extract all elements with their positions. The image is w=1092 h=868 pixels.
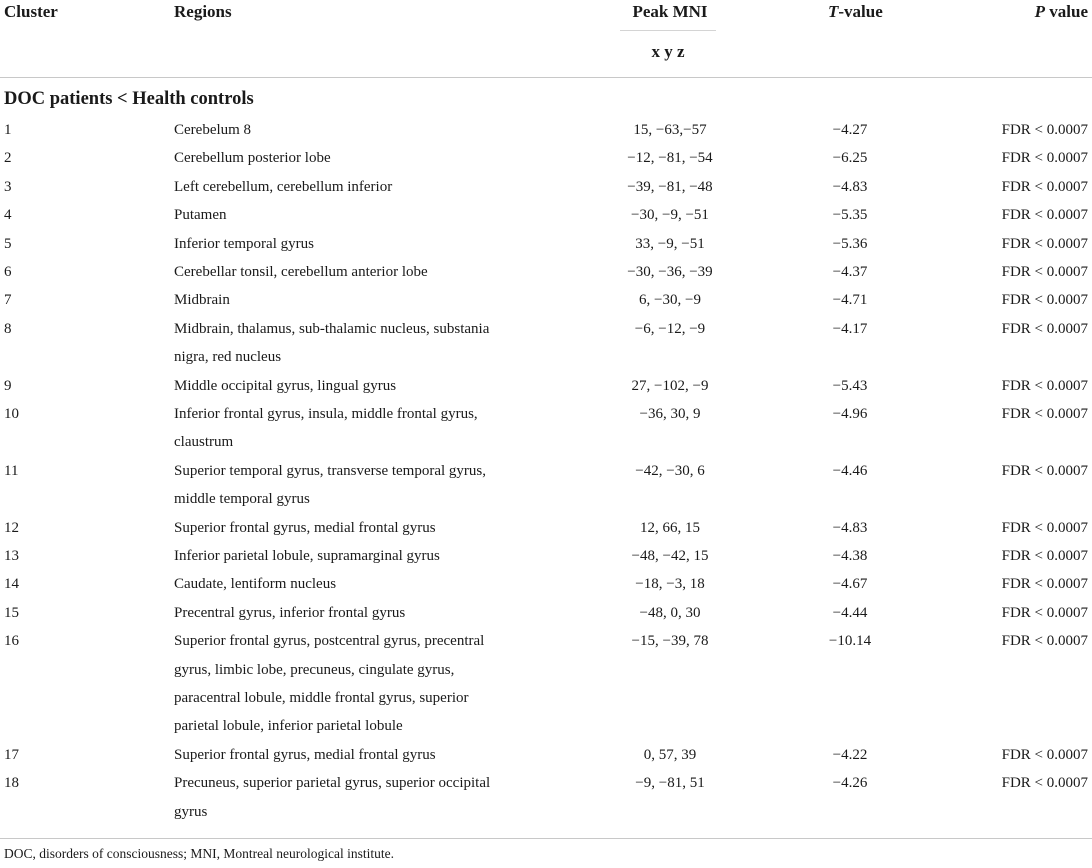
cell-p-value: FDR < 0.0007 xyxy=(1001,235,1088,252)
header-t-rest: -value xyxy=(838,2,883,21)
cell-p-value: FDR < 0.0007 xyxy=(1001,633,1088,650)
cell-regions xyxy=(174,230,534,258)
cell-p-value: FDR < 0.0007 xyxy=(1001,775,1088,792)
region-line: Putamen xyxy=(174,207,227,224)
cell-p-value: FDR < 0.0007 xyxy=(1001,746,1088,763)
cell-regions xyxy=(174,258,534,286)
region-line: Cerebellum posterior lobe xyxy=(174,150,331,167)
header-p-italic: P xyxy=(1034,2,1046,21)
cell-t-value: −4.67 xyxy=(832,576,868,593)
cell-p-value: FDR < 0.0007 xyxy=(1001,122,1088,138)
cell-peak-mni: −9, −81, 51 xyxy=(635,775,705,792)
header-divider xyxy=(0,77,1092,78)
region-line: nigra, red nucleus xyxy=(174,349,282,366)
cell-peak-mni: 33, −9, −51 xyxy=(635,235,705,252)
region-line: Superior frontal gyrus, medial frontal gyrus xyxy=(174,519,436,536)
cell-p-value: FDR < 0.0007 xyxy=(1001,406,1088,422)
region-line: Inferior temporal gyrus xyxy=(174,235,314,252)
header-t-italic: T xyxy=(828,2,839,21)
cell-p-value: FDR < 0.0007 xyxy=(1001,150,1088,167)
cell-cluster: 6 xyxy=(4,264,12,280)
cell-cluster: 16 xyxy=(4,633,19,650)
cell-cluster: 8 xyxy=(4,320,12,337)
header-cluster: Cluster xyxy=(4,2,58,21)
cell-p-value: FDR < 0.0007 xyxy=(1001,178,1088,195)
cell-regions xyxy=(174,400,534,457)
cell-cluster: 2 xyxy=(4,150,12,167)
region-line: Middle occipital gyrus, lingual gyrus xyxy=(174,377,397,394)
cell-t-value: −4.83 xyxy=(832,178,868,195)
region-line: Left cerebellum, cerebellum inferior xyxy=(174,178,393,195)
cell-regions xyxy=(174,627,534,741)
cell-peak-mni: −18, −3, 18 xyxy=(635,576,705,593)
region-line: Precentral gyrus, inferior frontal gyrus xyxy=(174,604,406,621)
cell-cluster: 14 xyxy=(4,576,19,593)
cell-regions xyxy=(174,542,534,570)
cell-t-value: −10.14 xyxy=(828,633,872,650)
region-line: middle temporal gyrus xyxy=(174,491,310,508)
cell-t-value: −5.35 xyxy=(832,207,868,224)
table-footnote: DOC, disorders of consciousness; MNI, Montreal neurological institute. xyxy=(4,846,394,861)
cell-peak-mni: −30, −36, −39 xyxy=(627,264,713,280)
cell-peak-mni: −42, −30, 6 xyxy=(635,462,705,479)
cell-p-value: FDR < 0.0007 xyxy=(1001,264,1088,280)
cell-regions xyxy=(174,599,534,627)
cell-cluster: 11 xyxy=(4,462,19,479)
region-line: Precuneus, superior parietal gyrus, superior occipital xyxy=(174,775,491,792)
cell-t-value: −4.83 xyxy=(832,519,868,536)
header-mni-coordinates: x y z xyxy=(651,42,685,61)
cell-t-value: −5.43 xyxy=(832,377,868,394)
cell-p-value: FDR < 0.0007 xyxy=(1001,292,1088,309)
region-line: Caudate, lentiform nucleus xyxy=(174,576,337,593)
cell-regions xyxy=(174,116,534,144)
region-line: claustrum xyxy=(174,434,234,451)
cell-cluster: 9 xyxy=(4,377,12,394)
cell-t-value: −5.36 xyxy=(832,235,868,252)
cell-t-value: −4.44 xyxy=(832,604,868,621)
cell-regions xyxy=(174,201,534,229)
cell-regions xyxy=(174,570,534,598)
section-title: DOC patients < Health controls xyxy=(4,89,254,109)
region-line: Midbrain xyxy=(174,292,230,309)
region-line: Superior temporal gyrus, transverse temporal gyrus, xyxy=(174,462,487,479)
cell-regions xyxy=(174,286,534,314)
cell-peak-mni: −30, −9, −51 xyxy=(631,207,709,224)
cell-p-value: FDR < 0.0007 xyxy=(1001,377,1088,394)
cell-peak-mni: 12, 66, 15 xyxy=(640,519,700,536)
cell-t-value: −4.71 xyxy=(832,292,868,309)
cell-regions xyxy=(174,372,534,400)
cell-cluster: 1 xyxy=(4,122,12,138)
cell-t-value: −4.37 xyxy=(832,264,868,280)
cell-t-value: −4.26 xyxy=(832,775,868,792)
cell-peak-mni: 6, −30, −9 xyxy=(639,292,701,309)
region-line: Midbrain, thalamus, sub-thalamic nucleus, substania xyxy=(174,320,490,337)
cell-regions xyxy=(174,741,534,769)
cell-regions xyxy=(174,457,534,514)
cell-cluster: 18 xyxy=(4,775,19,792)
region-line: gyrus, limbic lobe, precuneus, cingulate gyrus, xyxy=(174,661,455,678)
cell-peak-mni: −6, −12, −9 xyxy=(634,320,706,337)
cell-p-value: FDR < 0.0007 xyxy=(1001,462,1088,479)
region-line: Cerebellar tonsil, cerebellum anterior lobe xyxy=(174,264,428,280)
cell-peak-mni: 0, 57, 39 xyxy=(643,746,697,763)
cell-t-value: −4.38 xyxy=(832,548,868,564)
cell-cluster: 7 xyxy=(4,292,12,309)
cell-regions xyxy=(174,315,534,372)
cell-peak-mni: −12, −81, −54 xyxy=(627,150,713,167)
cell-cluster: 4 xyxy=(4,207,12,224)
cell-p-value: FDR < 0.0007 xyxy=(1001,576,1088,593)
region-line: Cerebelum 8 xyxy=(174,122,252,138)
region-line: Inferior parietal lobule, supramarginal gyrus xyxy=(174,548,440,564)
region-line: Inferior frontal gyrus, insula, middle frontal gyrus, xyxy=(174,406,478,422)
cell-peak-mni: 27, −102, −9 xyxy=(631,377,709,394)
cell-cluster: 13 xyxy=(4,548,19,564)
cell-cluster: 10 xyxy=(4,406,19,422)
footer-divider xyxy=(0,838,1092,839)
cell-peak-mni: −48, −42, 15 xyxy=(631,548,709,564)
region-line: parietal lobule, inferior parietal lobule xyxy=(174,718,403,735)
header-peak-mni: Peak MNI xyxy=(632,2,708,21)
cell-regions xyxy=(174,769,534,826)
cell-peak-mni: −36, 30, 9 xyxy=(639,406,701,422)
header-p-value xyxy=(1035,2,1088,22)
cell-t-value: −4.46 xyxy=(832,462,868,479)
cell-t-value: −4.22 xyxy=(832,746,868,763)
cell-cluster: 5 xyxy=(4,235,12,252)
cell-t-value: −6.25 xyxy=(832,150,868,167)
cell-cluster: 15 xyxy=(4,604,19,621)
cell-cluster: 3 xyxy=(4,178,12,195)
cell-t-value: −4.27 xyxy=(832,122,868,138)
cell-peak-mni: 15, −63,−57 xyxy=(633,122,707,138)
cell-regions xyxy=(174,144,534,172)
cell-cluster: 17 xyxy=(4,746,19,763)
header-p-rest: value xyxy=(1045,2,1088,21)
cell-peak-mni: −48, 0, 30 xyxy=(639,604,701,621)
cell-cluster: 12 xyxy=(4,519,19,536)
cell-peak-mni: −15, −39, 78 xyxy=(631,633,709,650)
cell-regions xyxy=(174,514,534,542)
region-line: paracentral lobule, middle frontal gyrus, superior xyxy=(174,690,469,706)
cell-t-value: −4.96 xyxy=(832,406,868,422)
cell-regions xyxy=(174,173,534,201)
region-line: gyrus xyxy=(174,803,208,820)
cell-peak-mni: −39, −81, −48 xyxy=(627,178,713,195)
cell-p-value: FDR < 0.0007 xyxy=(1001,519,1088,536)
header-t-value xyxy=(828,2,883,22)
header-regions: Regions xyxy=(174,2,232,21)
cell-p-value: FDR < 0.0007 xyxy=(1001,548,1088,564)
cell-p-value: FDR < 0.0007 xyxy=(1001,207,1088,224)
cell-p-value: FDR < 0.0007 xyxy=(1001,604,1088,621)
peak-mni-divider xyxy=(620,30,716,31)
region-line: Superior frontal gyrus, medial frontal gyrus xyxy=(174,746,436,763)
cell-t-value: −4.17 xyxy=(832,320,868,337)
cell-p-value: FDR < 0.0007 xyxy=(1001,320,1088,337)
region-line: Superior frontal gyrus, postcentral gyrus, precentral xyxy=(174,633,485,650)
